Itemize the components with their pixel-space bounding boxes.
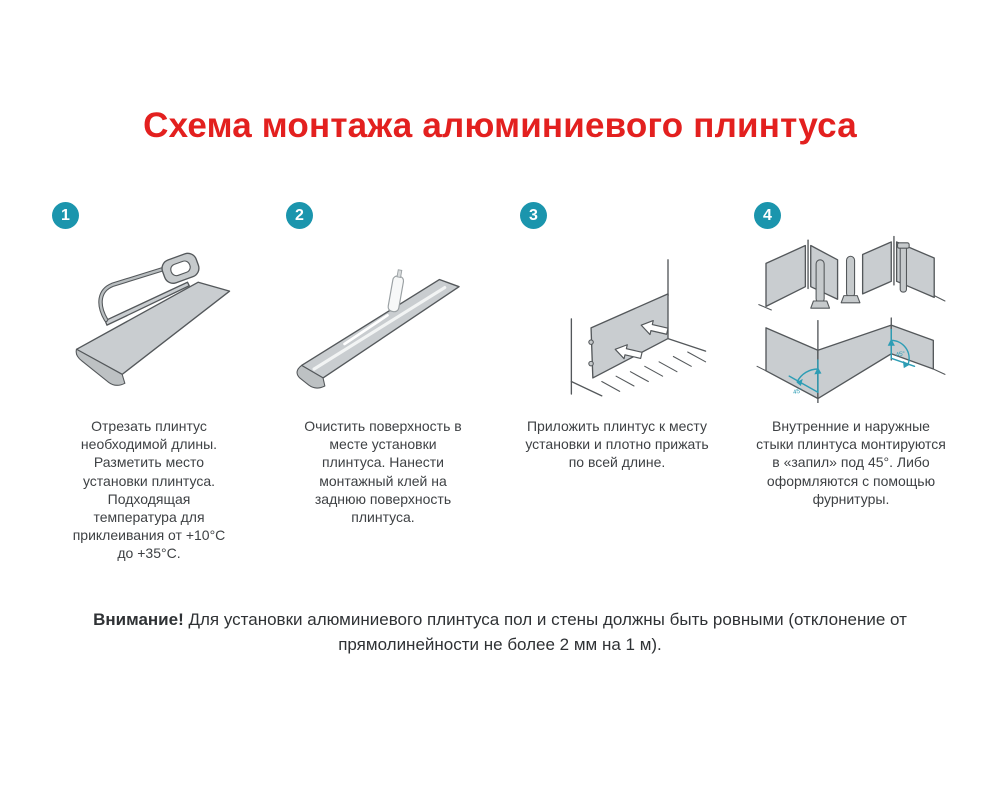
step-2-illustration — [274, 233, 492, 403]
step-2 — [274, 202, 492, 563]
step-3-illustration — [508, 233, 726, 403]
connector-pin-icon — [841, 256, 860, 303]
outer-angle-label: 45° — [895, 350, 906, 359]
step-1 — [40, 202, 258, 563]
step-2-number-badge: 2 — [286, 202, 313, 229]
step-1-description: Отрезать плинтус необходимой длины. Разметить место установки плинтуса. Подходящая температура для приклеивания от +10°С до +35°С. — [72, 418, 226, 562]
steps-row — [0, 202, 1000, 563]
glue-on-plinth-icon — [278, 233, 488, 403]
warning-note — [74, 607, 926, 658]
plinth-panel — [589, 294, 668, 378]
step-4-number-badge: 4 — [754, 202, 781, 229]
step-4 — [742, 202, 960, 563]
step-4-description: Внутренние и наружные стыки плинтуса монтируются в «запил» под 45°. Либо оформляются с помощью фурнитуры. — [756, 418, 946, 507]
step-1-illustration — [40, 233, 258, 403]
corner-joints-icon — [746, 233, 956, 403]
step-3-number-badge: 3 — [520, 202, 547, 229]
warning-label: Внимание! — [93, 609, 184, 629]
step-1-number-badge: 1 — [52, 202, 79, 229]
corner-45-degree-group — [757, 318, 945, 403]
step-3 — [508, 202, 726, 563]
step-4-illustration — [742, 233, 960, 403]
corner-fittings-group — [759, 237, 945, 310]
inner-angle-label: 45° — [792, 387, 804, 397]
step-3-description: Приложить плинтус к месту установки и плотно прижать по всей длине. — [525, 418, 709, 471]
plinth-strip — [297, 280, 459, 389]
warning-text: Для установки алюминиевого плинтуса пол и стены должны быть ровными (отклонение от прямолинейности не более 2 мм на 1 м). — [188, 609, 907, 654]
step-2-description: Очистить поверхность в месте установки плинтуса. Нанести монтажный клей на заднюю поверхность плинтуса. — [304, 418, 462, 525]
page-title: Схема монтажа алюминиевого плинтуса — [143, 106, 857, 145]
press-plinth-to-wall-icon — [512, 233, 722, 403]
hacksaw-cutting-plinth-icon — [44, 233, 254, 403]
